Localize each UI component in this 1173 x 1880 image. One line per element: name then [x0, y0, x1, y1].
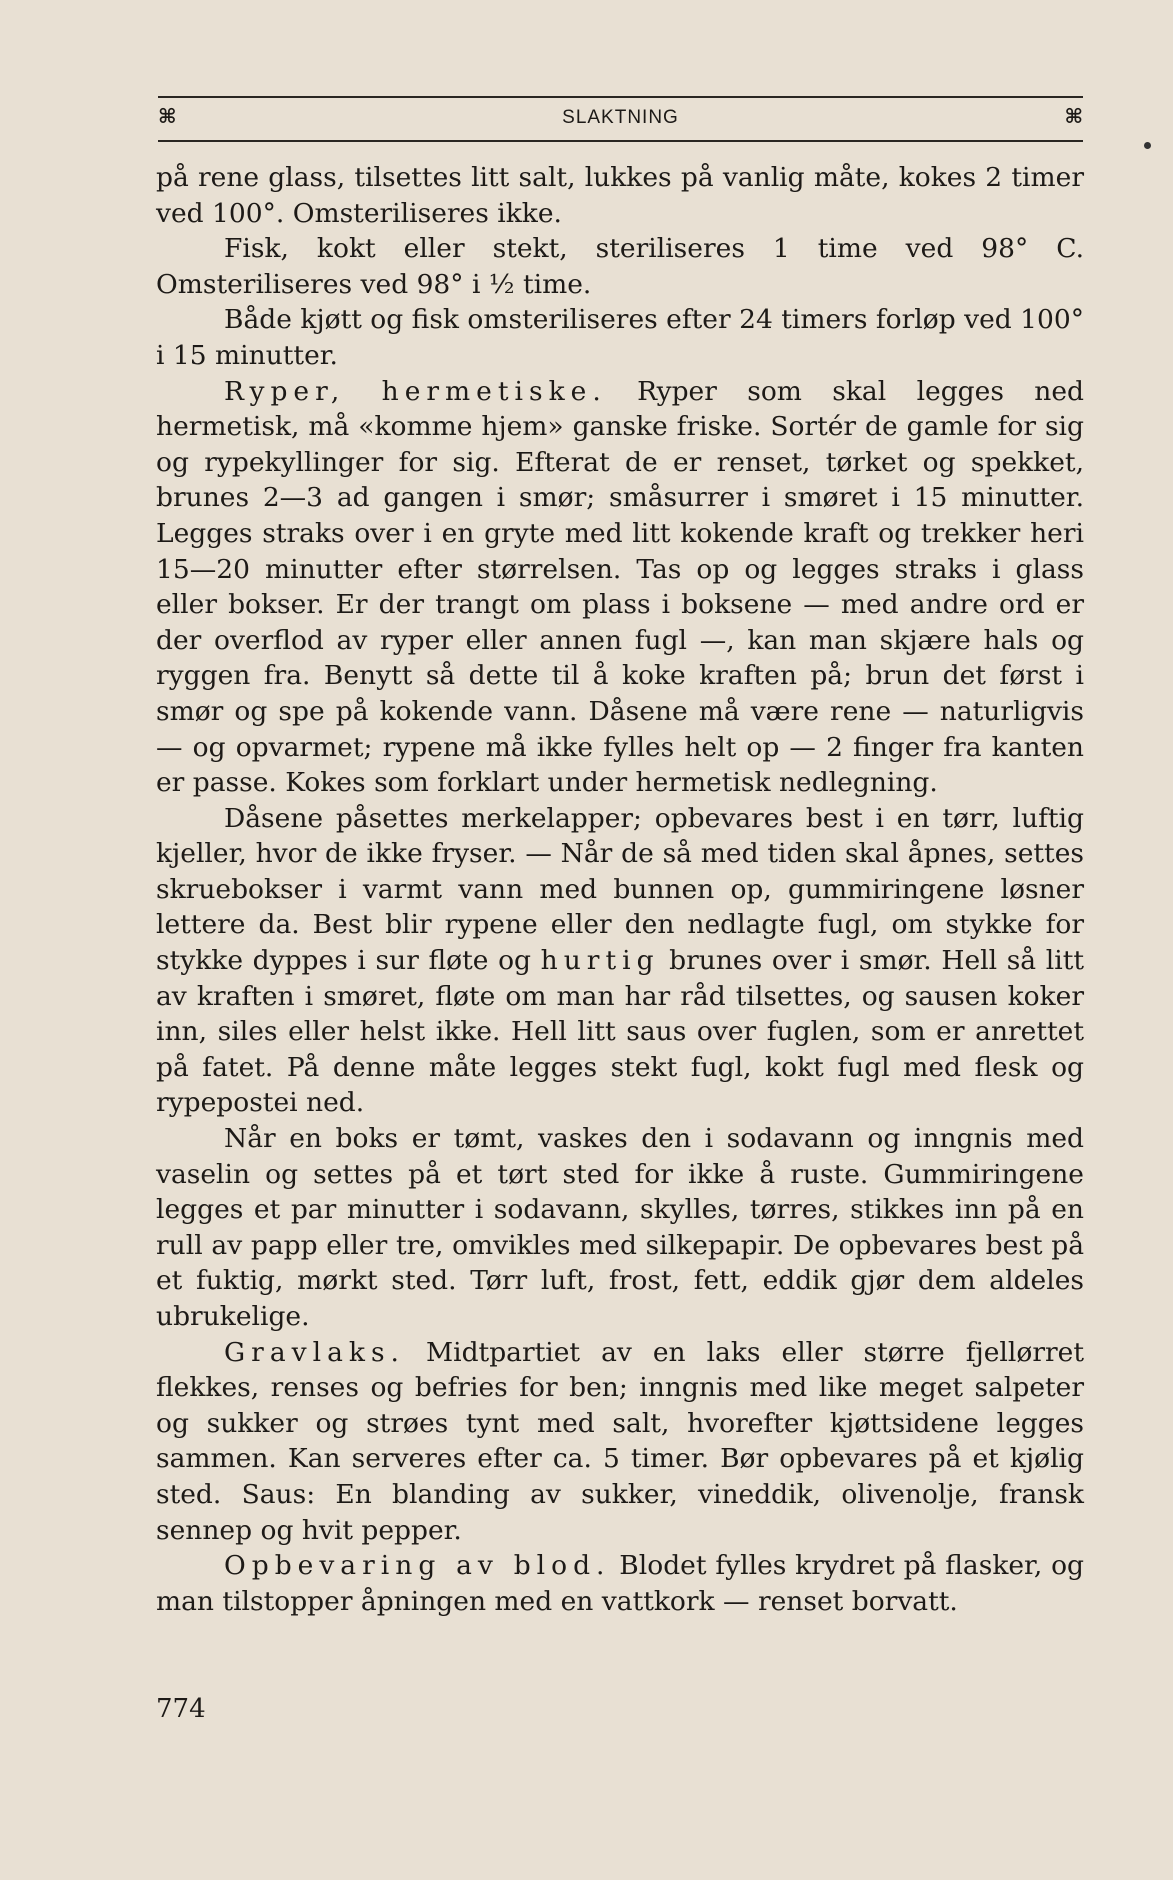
- paragraph-gravlaks: [156, 1335, 1084, 1549]
- page-number: 774: [156, 1694, 206, 1724]
- paragraph-boks: [156, 1121, 1084, 1335]
- section-lead-gravlaks: Gravlaks.: [224, 1336, 405, 1368]
- paragraph-text: Både kjøtt og fisk omsteriliseres efter 24 timers forløp ved 100° i 15 minutter.: [156, 304, 1084, 371]
- emphasis-hurtig: hurtig: [540, 945, 660, 977]
- paragraph-text: Når en boks er tømt, vaskes den i sodavann og inngnis med vaselin og settes på et tørt sted for ikke å ruste. Gummiringene legges et par minutter i sodavann, skylles, tørres, stikkes inn på en rull av papp eller tre, omvikles med silkepapir. De opbevares best på et fuktig, mørkt sted. Tørr luft, frost, fett, eddik gjør dem aldeles ubrukelige.: [156, 1123, 1084, 1332]
- paragraph-text: Ryper som skal legges ned hermetisk, må «komme hjem» ganske friske. Sortér de gamle for sig og rypekyllinger for sig. Efterat de er renset, tørket og spekket, brunes 2—3 ad gangen i smør; småsurrer i smøret i 15 minutter. Legges straks over i en gryte med litt kokende kraft og trekker heri 15—20 minutter efter størrelsen. Tas op og legges straks i glass eller bokser. Er der trangt om plass i boksene — med andre ord er der overflod av ryper eller annen fugl —, kan man skjære hals og ryggen fra. Benytt så dette til å koke kraften på; brun det først i smør og spe på kokende vann. Dåsene må være rene — naturligvis — og opvarmet; rypene må ikke fylles helt op — 2 finger fra kanten er passe. Kokes som forklart under hermetisk nedlegning.: [156, 375, 1084, 799]
- paragraph-2: [156, 231, 1084, 302]
- ornament-right-icon: ⌘: [1064, 104, 1083, 128]
- section-lead-blod: Opbevaring av blod.: [224, 1550, 611, 1582]
- paragraph-ryper: [156, 374, 1084, 801]
- paragraph-1: [156, 160, 1084, 231]
- ornament-left-icon: ⌘: [158, 104, 177, 128]
- paragraph-text: Fisk, kokt eller stekt, steriliseres 1 time ved 98° C. Omsteriliseres ved 98° i ½ time.: [156, 233, 1084, 300]
- body-text: [156, 160, 1084, 1619]
- ink-speck: [1144, 142, 1151, 149]
- paragraph-blod: [156, 1548, 1084, 1619]
- running-header-title: SLAKTNING: [562, 107, 679, 128]
- paragraph-text: Blodet fylles krydret på flasker, og man tilstopper åpningen med en vattkork — renset borvatt.: [156, 1550, 1084, 1617]
- paragraph-3: [156, 302, 1084, 373]
- paragraph-text: brunes over i smør. Hell så litt av kraften i smøret, fløte om man har råd tilsettes, og sausen koker inn, siles eller helst ikke. Hell litt saus over fuglen, som er anrettet på fatet. På denne måte legges stekt fugl, kokt fugl med flesk og rypepostei ned.: [156, 945, 1084, 1119]
- paragraph-text: på rene glass, tilsettes litt salt, lukkes på vanlig måte, kokes 2 timer ved 100°. Omsteriliseres ikke.: [156, 162, 1084, 229]
- running-header: [158, 96, 1083, 142]
- paragraph-text: Dåsene påsettes merkelapper; opbevares best i en tørr, luftig kjeller, hvor de ikke fryser. — Når de så med tiden skal åpnes, settes skruebokser i varmt vann med bunnen op, gummiringene løsner lettere da. Best blir rypene eller den nedlagte fugl, om stykke for stykke dyppes i sur fløte og: [156, 802, 1084, 977]
- paragraph-dasene: [156, 801, 1084, 1121]
- paragraph-text: Midtpartiet av en laks eller større fjellørret flekkes, renses og befries for ben; inngnis med like meget salpeter og sukker og strøes tynt med salt, hvorefter kjøttsidene legges sammen. Kan serveres efter ca. 5 timer. Bør opbevares på et kjølig sted. Saus: En blanding av sukker, vineddik, olivenolje, fransk sennep og hvit pepper.: [156, 1336, 1084, 1546]
- section-lead-ryper: Ryper, hermetiske.: [224, 375, 607, 407]
